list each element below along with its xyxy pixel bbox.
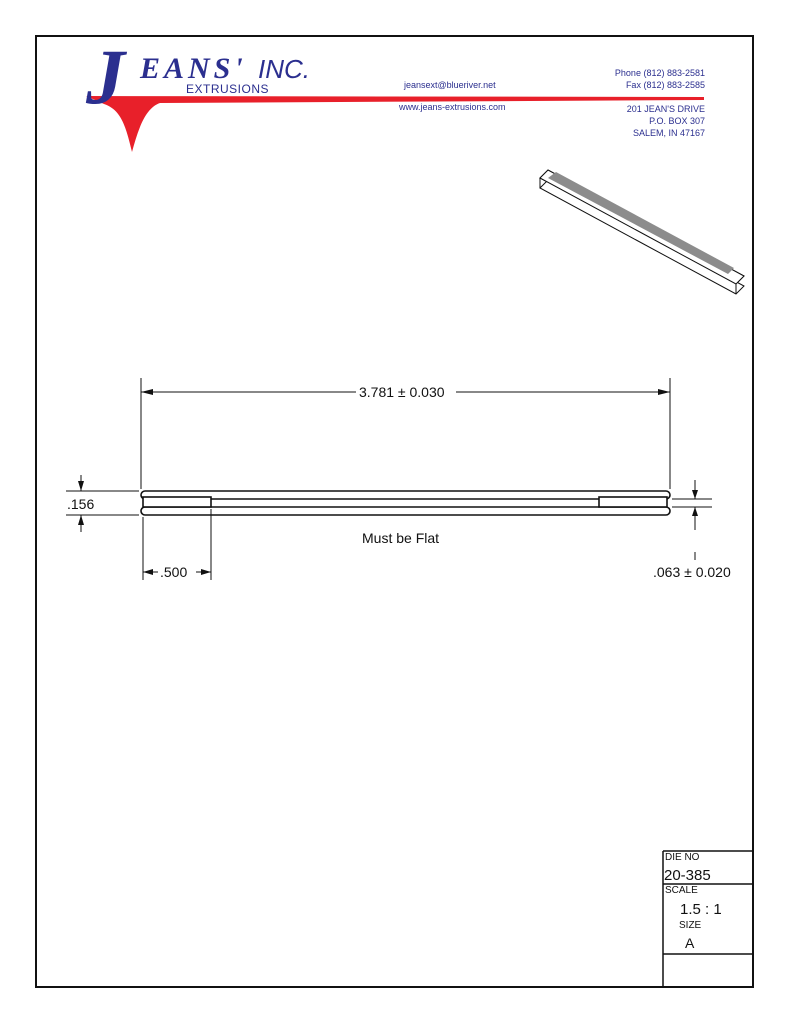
logo-subtitle: EXTRUSIONS [186, 82, 270, 96]
length-dimension: 3.781 ± 0.030 [359, 384, 445, 400]
contact-fax: Fax (812) 883-2585 [625, 80, 705, 90]
address-line-3: SALEM, IN 47167 [632, 128, 705, 138]
contact-website[interactable]: www.jeans-extrusions.com [399, 102, 506, 112]
scale-label: SCALE [665, 885, 698, 896]
left-slot [143, 497, 211, 507]
isometric-view [540, 170, 744, 294]
slot-dimension: .500 [160, 564, 188, 580]
upper-strip [141, 491, 670, 499]
gap-dimension: .063 ± 0.020 [653, 564, 731, 580]
logo-word: EANS' [140, 52, 247, 85]
contact-phone: Phone (812) 883-2581 [614, 68, 705, 78]
logo-red-swoosh [86, 96, 704, 152]
height-dimension: .156 [67, 496, 95, 512]
scale-value: 1.5 : 1 [680, 901, 722, 918]
right-slot [599, 497, 667, 507]
size-value: A [685, 935, 695, 951]
contact-email[interactable]: jeansext@blueriver.net [404, 80, 496, 90]
die-no-value: 20-385 [664, 867, 711, 884]
die-no-label: DIE NO [665, 852, 700, 863]
lower-strip [141, 507, 670, 515]
address-line-2: P.O. BOX 307 [649, 116, 705, 126]
flatness-note: Must be Flat [362, 530, 440, 546]
size-label: SIZE [679, 920, 702, 931]
logo-inc: INC. [258, 54, 310, 84]
dimension-lines [66, 378, 712, 580]
part-profile [141, 491, 670, 515]
logo-letter-j: J [86, 33, 125, 120]
address-line-1: 201 JEAN'S DRIVE [626, 104, 705, 114]
